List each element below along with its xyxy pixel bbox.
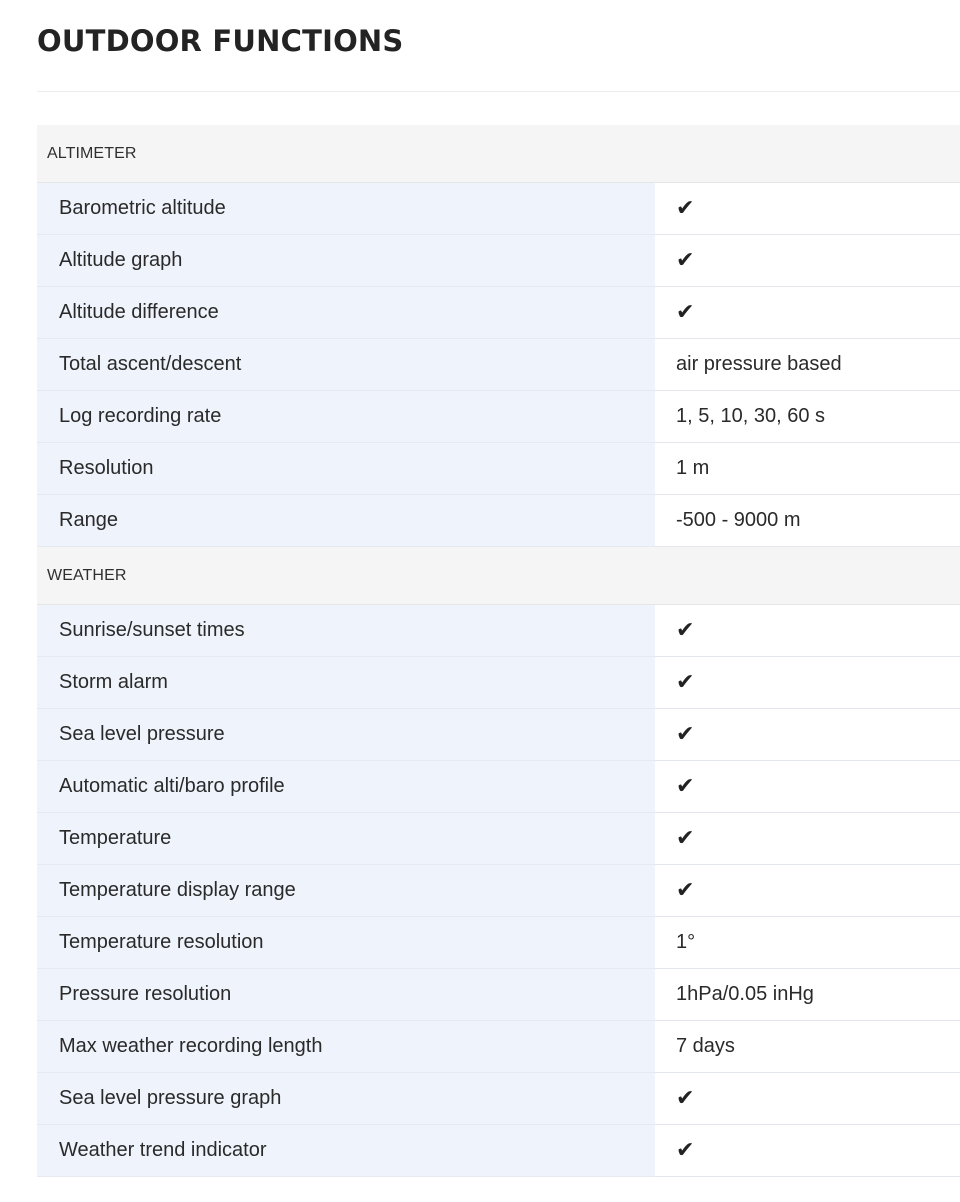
spec-name: Barometric altitude	[37, 183, 655, 235]
spec-row	[37, 235, 960, 287]
spec-table	[37, 125, 960, 1177]
spec-row	[37, 605, 960, 657]
spec-name: Sea level pressure graph	[37, 1073, 655, 1125]
check-icon: ✔	[655, 287, 960, 338]
spec-name: Altitude graph	[37, 235, 655, 287]
spec-row	[37, 339, 960, 391]
check-icon: ✔	[655, 1125, 960, 1176]
spec-row	[37, 1073, 960, 1125]
spec-name: Sunrise/sunset times	[37, 605, 655, 657]
spec-name: Resolution	[37, 443, 655, 495]
spec-name: Sea level pressure	[37, 709, 655, 761]
spec-name: Temperature resolution	[37, 917, 655, 969]
spec-name: Pressure resolution	[37, 969, 655, 1021]
check-icon: ✔	[655, 1073, 960, 1124]
spec-value: -500 - 9000 m	[655, 495, 960, 546]
spec-row	[37, 183, 960, 235]
spec-name: Weather trend indicator	[37, 1125, 655, 1177]
check-icon: ✔	[655, 657, 960, 708]
check-icon: ✔	[655, 813, 960, 864]
spec-row	[37, 917, 960, 969]
spec-row	[37, 969, 960, 1021]
page-title: OUTDOOR FUNCTIONS	[37, 24, 404, 58]
spec-row	[37, 443, 960, 495]
spec-name: Total ascent/descent	[37, 339, 655, 391]
spec-row	[37, 1125, 960, 1177]
spec-value: 1hPa/0.05 inHg	[655, 969, 960, 1020]
spec-name: Max weather recording length	[37, 1021, 655, 1073]
check-icon: ✔	[655, 183, 960, 234]
spec-name: Log recording rate	[37, 391, 655, 443]
check-icon: ✔	[655, 761, 960, 812]
spec-row	[37, 865, 960, 917]
section-label: WEATHER	[47, 566, 127, 584]
spec-name: Range	[37, 495, 655, 547]
spec-value: air pressure based	[655, 339, 960, 390]
section-altimeter	[37, 125, 960, 547]
spec-row	[37, 495, 960, 547]
spec-value: 7 days	[655, 1021, 960, 1072]
section-label: ALTIMETER	[47, 144, 137, 162]
spec-name: Automatic alti/baro profile	[37, 761, 655, 813]
spec-row	[37, 709, 960, 761]
spec-value: 1 m	[655, 443, 960, 494]
spec-name: Temperature	[37, 813, 655, 865]
spec-row	[37, 761, 960, 813]
spec-row	[37, 657, 960, 709]
title-divider	[37, 91, 960, 92]
check-icon: ✔	[655, 235, 960, 286]
check-icon: ✔	[655, 865, 960, 916]
section-header	[37, 547, 960, 605]
check-icon: ✔	[655, 605, 960, 656]
spec-value: 1°	[655, 917, 960, 968]
section-header	[37, 125, 960, 183]
spec-value: 1, 5, 10, 30, 60 s	[655, 391, 960, 442]
spec-row	[37, 813, 960, 865]
spec-row	[37, 287, 960, 339]
check-icon: ✔	[655, 709, 960, 760]
spec-row	[37, 391, 960, 443]
spec-row	[37, 1021, 960, 1073]
section-weather	[37, 547, 960, 1177]
spec-name: Temperature display range	[37, 865, 655, 917]
spec-name: Storm alarm	[37, 657, 655, 709]
spec-name: Altitude difference	[37, 287, 655, 339]
